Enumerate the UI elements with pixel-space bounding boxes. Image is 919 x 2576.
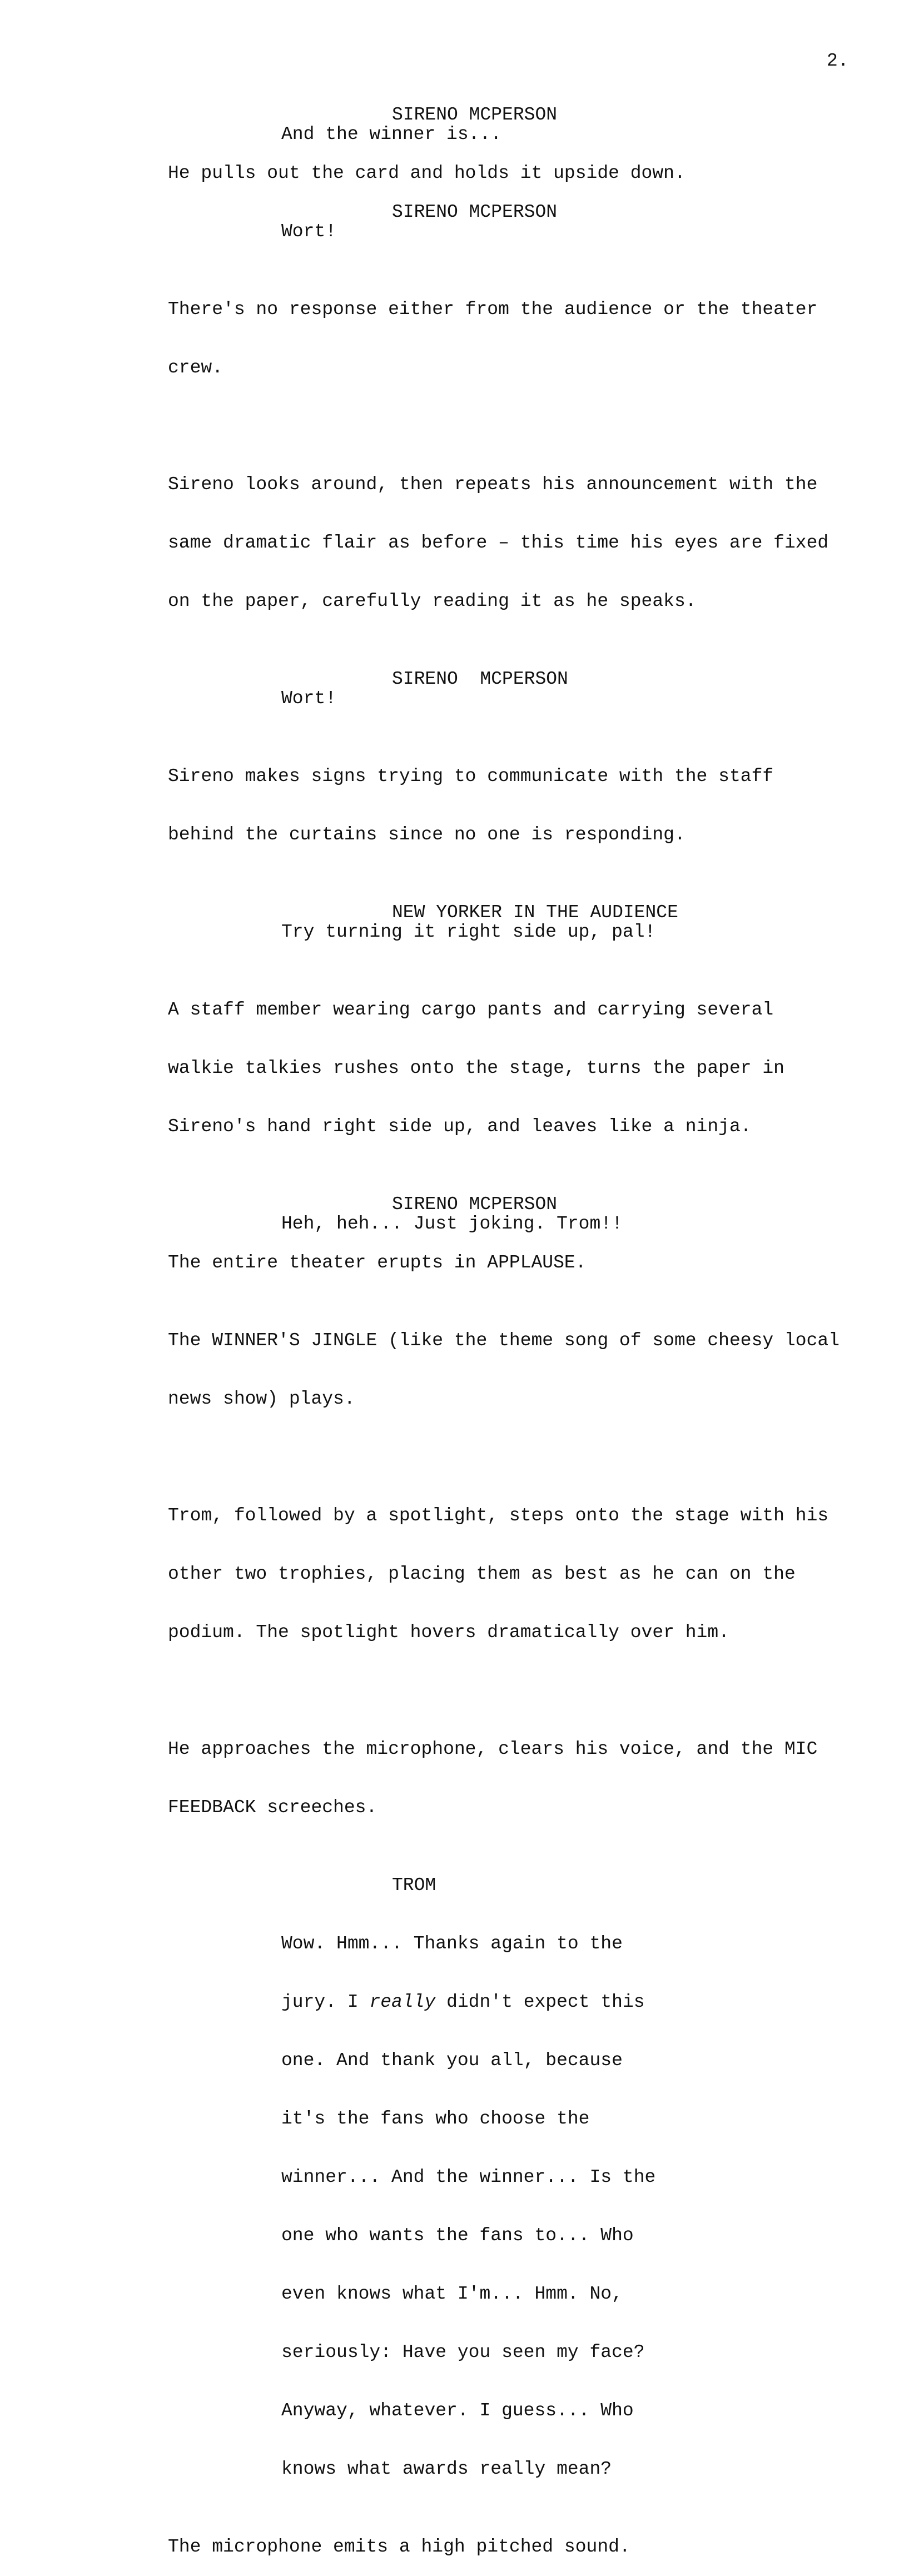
- action-line: walkie talkies rushes onto the stage, turns the paper in: [168, 1058, 784, 1078]
- dialogue: And the winner is...: [281, 124, 502, 145]
- action-line: crew.: [168, 357, 223, 378]
- emphasis-text: really: [369, 1992, 436, 2012]
- action-line: He pulls out the card and holds it upside down.: [168, 163, 685, 183]
- dialogue-line: knows what awards really mean?: [281, 2459, 612, 2479]
- dialogue-line: even knows what I'm... Hmm. No,: [281, 2284, 623, 2304]
- dialogue-line: [281, 1992, 670, 2012]
- action-line: Trom, followed by a spotlight, steps onto the stage with his: [168, 1505, 829, 1526]
- character-name: SIRENO MCPERSON: [392, 669, 568, 689]
- action-line: FEEDBACK screeches.: [168, 1797, 377, 1818]
- dialogue: Wort!: [281, 688, 337, 709]
- action-block: [168, 1700, 857, 1856]
- character-name: TROM: [392, 1875, 436, 1896]
- action-line: There's no response either from the audience or the theater: [168, 299, 818, 320]
- action-line: podium. The spotlight hovers dramatically over him.: [168, 1622, 729, 1643]
- action-line: Sireno makes signs trying to communicate with the staff: [168, 766, 774, 787]
- dialogue: Wort!: [281, 221, 337, 242]
- action-line: The entire theater erupts in APPLAUSE.: [168, 1252, 587, 1273]
- action-line: A staff member wearing cargo pants and carrying several: [168, 999, 774, 1020]
- dialogue-line: Wow. Hmm... Thanks again to the: [281, 1933, 623, 1954]
- action-block: [168, 261, 857, 416]
- dialogue-line: winner... And the winner... Is the: [281, 2167, 656, 2187]
- action-line: Sireno's hand right side up, and leaves like a ninja.: [168, 1116, 752, 1137]
- page-number: 2.: [827, 51, 849, 71]
- action-line: on the paper, carefully reading it as he speaks.: [168, 591, 697, 611]
- action-line: The WINNER'S JINGLE (like the theme song of some cheesy local: [168, 1330, 839, 1351]
- dialogue-line: Anyway, whatever. I guess... Who: [281, 2400, 634, 2421]
- character-name: SIRENO MCPERSON: [392, 202, 558, 222]
- action-block: [168, 436, 857, 650]
- action-line: The microphone emits a high pitched sound.: [168, 2537, 630, 2557]
- action-line: Sireno looks around, then repeats his announcement with the: [168, 474, 818, 495]
- dialogue-line: one. And thank you all, because: [281, 2050, 623, 2071]
- action-block: [168, 728, 857, 883]
- action-line: news show) plays.: [168, 1389, 355, 1409]
- dialogue-text: didn't expect this: [435, 1992, 645, 2012]
- action-block: [168, 1292, 857, 1448]
- dialogue-line: one who wants the fans to... Who: [281, 2225, 634, 2246]
- dialogue-block: [281, 1895, 670, 2518]
- action-line: He approaches the microphone, clears his voice, and the MIC: [168, 1739, 818, 1759]
- dialogue: Try turning it right side up, pal!: [281, 922, 656, 942]
- character-name: NEW YORKER IN THE AUDIENCE: [392, 902, 678, 923]
- action-block: [168, 1467, 857, 1681]
- dialogue-text: jury. I: [281, 1992, 370, 2012]
- action-line: same dramatic flair as before – this time his eyes are fixed: [168, 533, 829, 553]
- dialogue-line: it's the fans who choose the: [281, 2108, 590, 2129]
- character-name: SIRENO MCPERSON: [392, 105, 558, 125]
- action-line: behind the curtains since no one is responding.: [168, 824, 685, 845]
- dialogue: Heh, heh... Just joking. Trom!!: [281, 1214, 623, 1234]
- character-name: SIRENO MCPERSON: [392, 1194, 558, 1215]
- screenplay-page: [168, 105, 868, 2576]
- dialogue-line: seriously: Have you seen my face?: [281, 2342, 645, 2363]
- action-block: [168, 961, 857, 1175]
- action-line: other two trophies, placing them as best as he can on the: [168, 1564, 796, 1584]
